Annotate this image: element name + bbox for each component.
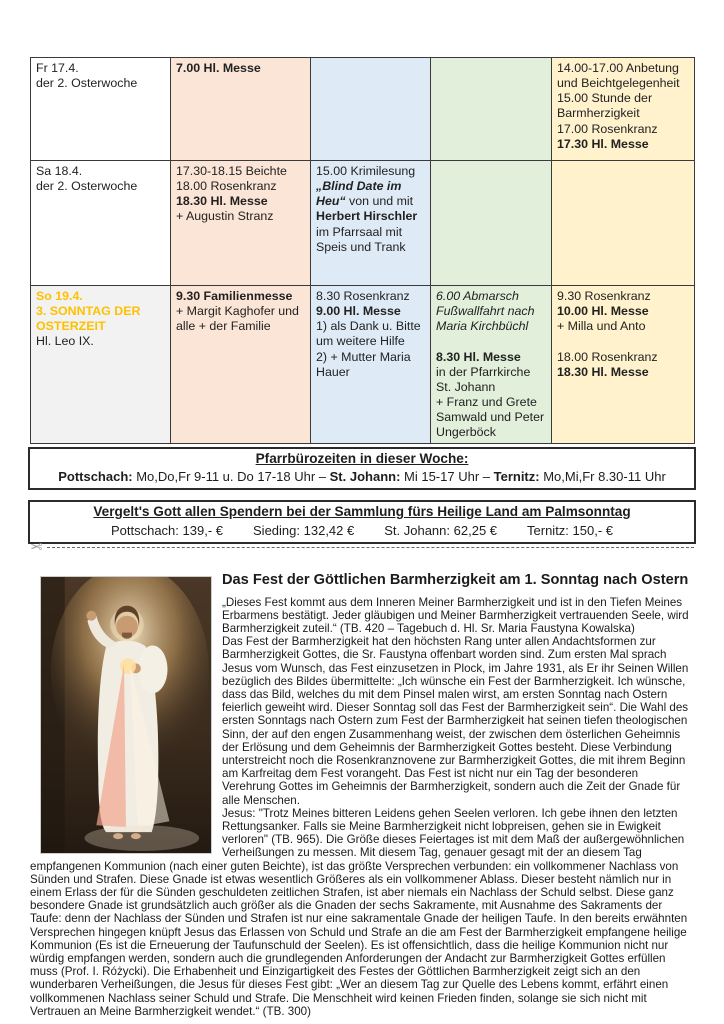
divine-mercy-jesus-image — [40, 576, 212, 854]
schedule-cell-events-1: 9.30 Familienmesse + Margit Kaghofer und alle + der Familie — [171, 286, 311, 444]
article-paragraph: „Dieses Fest kommt aus dem Inneren Meiner Barmherzigkeit und ist in den Tiefen Meines Erbarmens bestätigt. Jeder gläubigen und Meiner Barmherzigkeit vertrauenden Seele, wird Barmherzigkeit zuteil.“ (TB. 420 – Tagebuch d. Hl. Sr. Maria Faustyna Kowalska) — [222, 595, 689, 635]
donation-title: Vergelt's Gott allen Spendern bei der Sammlung fürs Heilige Land am Palmsonntag — [93, 504, 631, 519]
schedule-row-friday — [31, 58, 695, 161]
donation-entry: Ternitz: 150,- € — [527, 522, 614, 538]
article-title: Das Fest der Göttlichen Barmherzigkeit am 1. Sonntag nach Ostern — [222, 572, 689, 588]
donation-entry: Sieding: 132,42 € — [253, 522, 355, 538]
schedule-cell-events-1: 7.00 Hl. Messe — [171, 58, 311, 161]
office-hours-box — [28, 447, 696, 490]
schedule-cell-events-2: 15.00 Krimilesung „Blind Date im Heu“ von und mit Herbert Hirschler im Pfarrsaal mit Speis und Trank — [311, 161, 431, 286]
divine-mercy-article — [30, 568, 694, 1018]
schedule-row-saturday — [31, 161, 695, 286]
office-hours-line: Pottschach: Mo,Do,Fr 9-11 u. Do 17-18 Uhr – St. Johann: Mi 15-17 Uhr – Ternitz: Mo,Mi,Fr 8.30-11 Uhr — [58, 468, 666, 484]
office-hours-title: Pfarrbürozeiten in dieser Woche: — [255, 451, 469, 466]
schedule-cell-date: So 19.4. 3. SONNTAG DER OSTERZEIT Hl. Leo IX. — [31, 286, 171, 444]
schedule-cell-events-2: 8.30 Rosenkranz 9.00 Hl. Messe 1) als Dank u. Bitte um weitere Hilfe 2) + Mutter Maria Hauer — [311, 286, 431, 444]
schedule-cell-events-3 — [431, 58, 552, 161]
schedule-cell-date: Sa 18.4. der 2. Osterwoche — [31, 161, 171, 286]
scissors-icon: ✂ — [30, 539, 43, 556]
article-paragraph: Das Fest der Barmherzigkeit hat den höchsten Rang unter allen Andachtsformen zur Barmherzigkeit Gottes, die Sr. Faustyna offenbart worden sind. Zum ersten Mal sprach Jesus vom Wunsch, das Fest einzusetzen in Plock, im Jahre 1931, als Er ihr Seinen Willen bezüglich des Bildes übermittelte: „Ich wünsche ein Fest der Barmherzigkeit. Ich wünsche, dass das Bild, welches du mit dem Pinsel malen wirst, am ersten Sonntag nach Ostern feierlich geweiht wird. Dieser Sonntag soll das Fest der Barmherzigkeit sein“. Die Wahl des ersten Sonntags nach Ostern zum Fest der Barmherzigkeit hat seinen tiefen theologischen Sinn, der auf den engen Zusammenhang weist, der zwischen dem österlichen Geheimnis der Erlösung und dem Geheimnis der Barmherzigkeit Gottes besteht. Diese Verbindung unterstreicht noch die Rosenkranznovene zur Barmherzigkeit Gottes, die mit ihrem Beginn am Karfreitag dem Fest vorangeht. Das Fest ist nicht nur ein Tag der besonderen Verehrung Gottes im Geheimnis der Barmherzigkeit, sondern auch die Zeit der Gnade für alle Menschen. — [222, 635, 689, 807]
cut-here-line — [30, 540, 694, 555]
donation-entry: St. Johann: 62,25 € — [384, 522, 498, 538]
cut-dashed-line — [47, 547, 694, 548]
schedule-cell-events-3 — [431, 161, 552, 286]
schedule-cell-events-1: 17.30-18.15 Beichte 18.00 Rosenkranz 18.30 Hl. Messe + Augustin Stranz — [171, 161, 311, 286]
schedule-row-sunday — [31, 286, 695, 444]
article-paragraph: Jesus: "Trotz Meines bitteren Leidens gehen Seelen verloren. Ich gebe ihnen den letzten Rettungsanker. Falls sie Meine Barmherzigkeit nicht lobpreisen, gehen sie in Ewigkeit verloren" (TB. 965). Die Größe dieses Feiertages ist mit dem Maß der außergewöhnlichen Verheißungen zu messen. Mit diesem Tag, genauer gesagt mit der an diesem Tag empfangenen Kommunion (nach einer guten Beichte), ist das größte Versprechen verbunden: ein vollkommener Nachlass von Sünden und Strafen. Diese Gnade ist etwas wesentlich Größeres als ein vollkommener Ablass. Dieser besteht nämlich nur in einem Erlass der für die Sünden geschuldeten zeitlichen Strafen, ist aber niemals ein Nachlass der Schuld selbst. Diese ganz besondere Gnade ist grundsätzlich auch größer als die Gnaden der sechs Sakramente, mit Ausnahme des Sakraments der Taufe: denn der Nachlass der Sünden und Strafen ist nur eine sakramentale Gnade der heiligen Taufe. In den bereits erwähnten Versprechen hingegen knüpft Jesus das Erlassen von Schuld und Strafe an die am Fest der Barmherzigkeit empfangene heilige Kommunion (Es ist die Erneuerung der Taufunschuld der Seelen). Es ist offensichtlich, dass die heilige Kommunion nicht nur würdig empfangen werden, sondern auch die grundlegenden Anforderungen der Andacht zur Barmherzigkeit Gottes erfüllen muss (Prof. I. Różycki). Die Erhabenheit und Einzigartigkeit des Festes der Göttlichen Barmherzigkeit zeigt sich an den wunderbaren Verheißungen, die Jesus für dieses Fest gibt: „Wer an diesem Tag zur Quelle des Lebens kommt, erfährt einen vollkommenen Nachlass seiner Schuld und Strafe. Die Menschheit wird keinen Frieden finden, solange sie sich nicht mit Vertrauen an Meine Barmherzigkeit wendet.“ (TB. 300) — [30, 806, 688, 1018]
schedule-cell-events-3: 6.00 Abmarsch Fußwallfahrt nach Maria Kirchbüchl 8.30 Hl. Messe in der Pfarrkirche St. Johann + Franz und Grete Samwald und Peter Ungerböck — [431, 286, 552, 444]
service-schedule-table — [30, 57, 695, 444]
schedule-cell-date: Fr 17.4. der 2. Osterwoche — [31, 58, 171, 161]
schedule-cell-events-4: 14.00-17.00 Anbetung und Beichtgelegenheit 15.00 Stunde der Barmherzigkeit 17.00 Rosenkranz 17.30 Hl. Messe — [552, 58, 695, 161]
donation-entry: Pottschach: 139,- € — [110, 522, 224, 538]
divine-mercy-jesus-illustration — [41, 577, 211, 853]
donation-entries — [34, 523, 690, 538]
schedule-cell-events-2 — [311, 58, 431, 161]
schedule-cell-events-4: 9.30 Rosenkranz 10.00 Hl. Messe + Milla und Anto 18.00 Rosenkranz 18.30 Hl. Messe — [552, 286, 695, 444]
donation-box — [28, 500, 696, 544]
schedule-cell-events-4 — [552, 161, 695, 286]
